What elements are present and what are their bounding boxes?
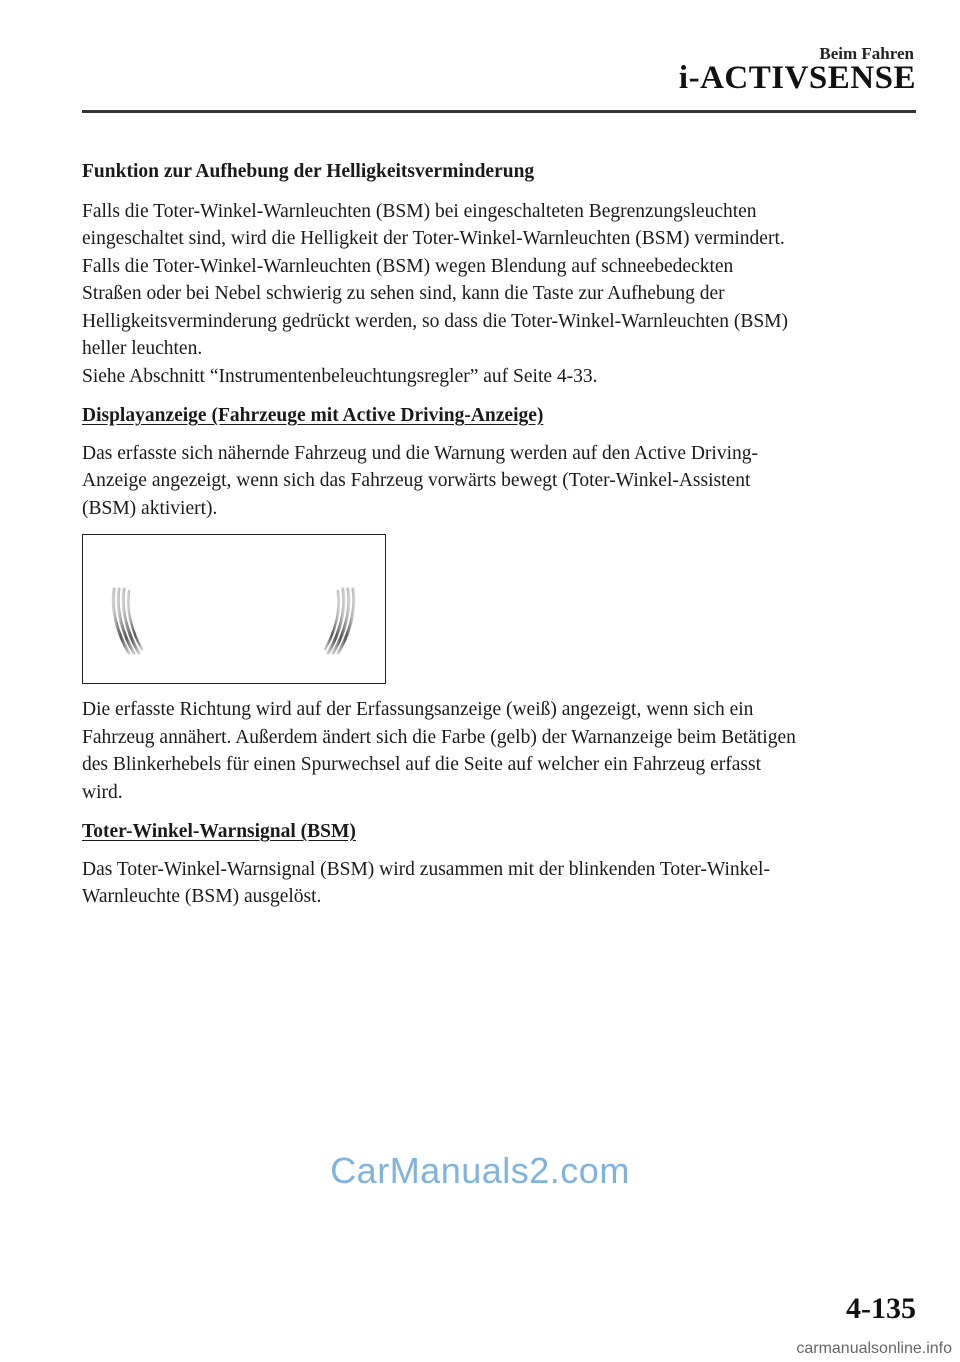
section-display-heading: Displayanzeige (Fahrzeuge mit Active Driving-Anzeige): [82, 405, 544, 426]
left-detection-indicator-icon: [113, 589, 142, 653]
header-rule: [82, 110, 916, 113]
watermark-logo: CarManuals2.com: [330, 1150, 630, 1191]
header-section-title: i-ACTIVSENSE: [678, 60, 916, 96]
blind-spot-indicator-illustration: [83, 535, 385, 683]
header-chapter: Beim Fahren: [819, 44, 914, 63]
right-detection-indicator-icon: [325, 589, 354, 653]
section-dimming-cancel-heading: Funktion zur Aufhebung der Helligkeitsverminderung: [82, 161, 535, 182]
page-number: 4-135: [846, 1292, 916, 1325]
section-display-text-after-figure: Die erfasste Richtung wird auf der Erfassungsanzeige (weiß) angezeigt, wenn sich ein Fahrzeug annähert. Außerdem ändert sich die Farbe (gelb) der Warnanzeige beim Betätigen des Blinkerhebels für einen Spurwechsel auf die Seite auf welcher ein Fahrzeug erfasst wird.: [82, 699, 796, 803]
section-warning-sound-text: Das Toter-Winkel-Warnsignal (BSM) wird zusammen mit der blinkenden Toter-Winkel- Warnleuchte (BSM) ausgelöst.: [82, 858, 770, 907]
section-dimming-cancel-text: Falls die Toter-Winkel-Warnleuchten (BSM) bei eingeschalteten Begrenzungsleuchten eingeschaltet sind, wird die Helligkeit der Toter-Winkel-Warnleuchten (BSM) vermindert. Falls die Toter-Winkel-Warnleuchten (BSM) wegen Blendung auf schneebedeckten Straßen oder bei Nebel schwierig zu sehen sind, kann die Taste zur Aufhebung der Helligkeitsverminderung gedrückt werden, so dass die Toter-Winkel-Warnleuchten (BSM) heller leuchten. Siehe Abschnitt “Instrumentenbeleuchtungsregler” auf Seite 4-33.: [82, 200, 788, 387]
page-content: [82, 158, 912, 923]
footer-site-link[interactable]: carmanualsonline.info: [796, 1340, 952, 1357]
section-warning-sound-heading: Toter-Winkel-Warnsignal (BSM): [82, 821, 356, 842]
active-driving-display-figure: [82, 534, 386, 684]
section-display-text: Das erfasste sich nähernde Fahrzeug und die Warnung werden auf den Active Driving- Anzeige angezeigt, wenn sich das Fahrzeug vorwärts bewegt (Toter-Winkel-Assistent (BSM) aktiviert).: [82, 442, 759, 519]
